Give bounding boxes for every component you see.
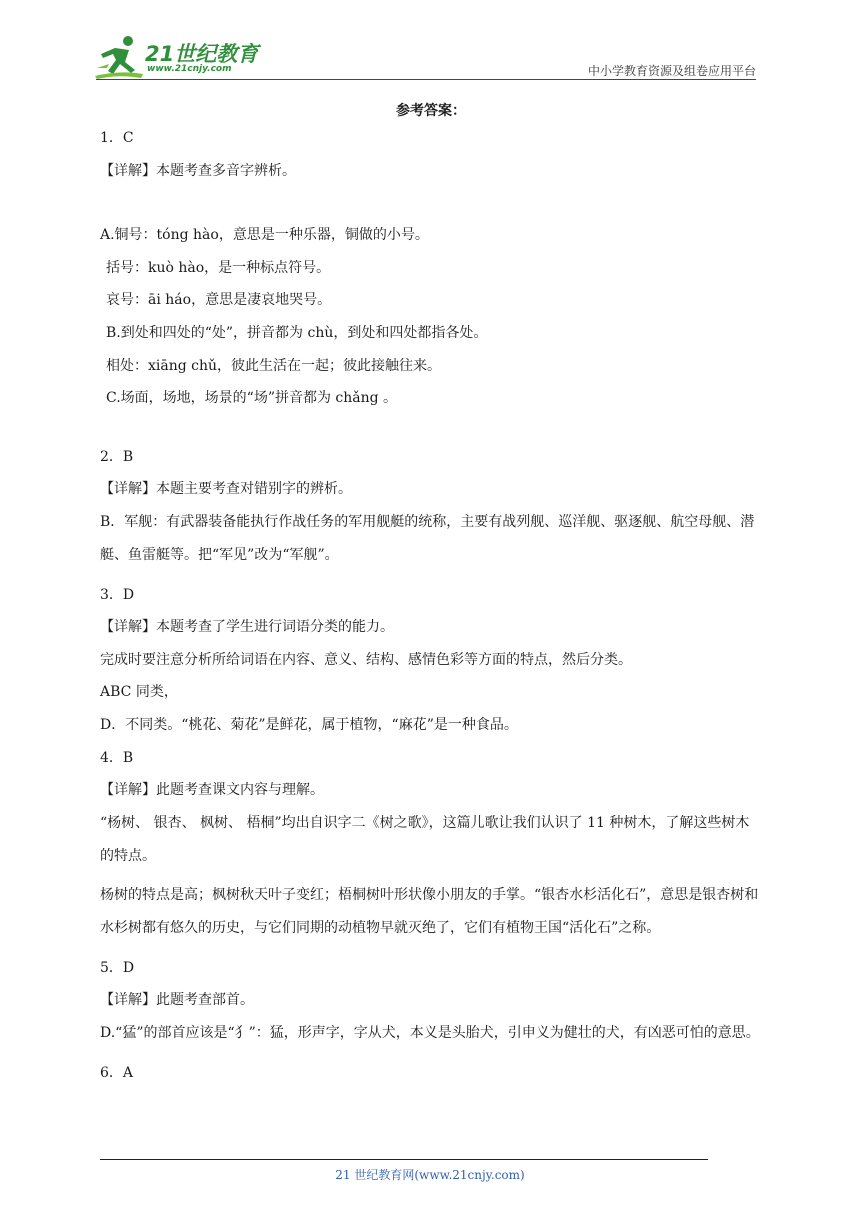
answer-line: 5．D [100, 959, 135, 976]
answer-content [100, 100, 762, 1095]
answer-line: 括号：kuò hào，是一种标点符号。 [106, 259, 331, 276]
answer-paragraph: 杨树的特点是高；枫树秋天叶子变红；梧桐树叶形状像小朋友的手掌。“银杏水杉活化石”，意思是银杏树和水杉树都有悠久的历史，与它们同期的动植物早就灭绝了，它们有植物王国“活化石”之称。 [100, 887, 759, 937]
answer-paragraph: B．军舰：有武器装备能执行作战任务的军用舰艇的统称，主要有战列舰、巡洋舰、驱逐舰、航空母舰、潜艇、鱼雷艇等。把“军见”改为“军舰”。 [100, 513, 755, 563]
logo-brand-text: 21世纪教育 [145, 42, 259, 66]
answer-line: 1．C [100, 130, 134, 146]
logo-url-text: www.21cnjy.com [147, 64, 232, 74]
spacer [100, 193, 762, 225]
answer-line: C.场面，场地，场景的“场”拼音都为 chǎng 。 [106, 390, 398, 407]
answer-line: 6．A [100, 1064, 134, 1081]
answer-paragraph: “杨树、 银杏、 枫树、 梧桐”均出自识字二《树之歌》，这篇儿歌让我们认识了 11 种树木，了解这些树木的特点。 [100, 814, 750, 864]
answer-line: 【详解】此题考查课文内容与理解。 [100, 782, 324, 799]
answer-line: ABC 同类， [100, 684, 178, 701]
answer-line: 4．B [100, 749, 134, 766]
footer-divider [100, 1159, 708, 1160]
page-title: 参考答案： [396, 103, 466, 119]
answer-line: D．不同类。“桃花、菊花”是鲜花，属于植物，“麻花”是一种食品。 [100, 716, 518, 733]
site-logo[interactable] [95, 34, 265, 80]
footer-link[interactable]: 21 世纪教育网(www.21cnjy.com) [335, 1168, 525, 1182]
answer-line: 哀号：āi háo，意思是凄哀地哭号。 [106, 292, 332, 309]
page-header [0, 0, 860, 84]
answer-paragraph: D.“猛”的部首应该是“犭”：猛，形声字，字从犬，本义是头胎犬，引申义为健壮的犬，有凶恶可怕的意思。 [100, 1025, 760, 1042]
answer-line: 2．B [100, 448, 134, 465]
answer-line: 【详解】本题主要考查对错别字的辨析。 [100, 481, 352, 498]
answer-line: 【详解】本题考查了学生进行词语分类的能力。 [100, 619, 394, 636]
answer-line: 【详解】本题考查多音字辨析。 [100, 162, 296, 179]
answer-line: 3．D [100, 586, 135, 603]
answer-line: B.到处和四处的“处”，拼音都为 chù，到处和四处都指各处。 [106, 324, 488, 341]
answer-line: A.铜号：tóng hào，意思是一种乐器，铜做的小号。 [100, 227, 429, 244]
answer-line: 完成时要注意分析所给词语在内容、意义、结构、感情色彩等方面的特点，然后分类。 [100, 651, 632, 668]
answer-line: 相处：xiāng chǔ，彼此生活在一起；彼此接触往来。 [106, 357, 442, 374]
platform-label: 中小学教育资源及组卷应用平台 [587, 64, 756, 78]
header-divider [96, 79, 756, 80]
spacer [100, 421, 762, 447]
answer-line: 【详解】此题考查部首。 [100, 992, 254, 1009]
runner-icon [95, 34, 145, 80]
